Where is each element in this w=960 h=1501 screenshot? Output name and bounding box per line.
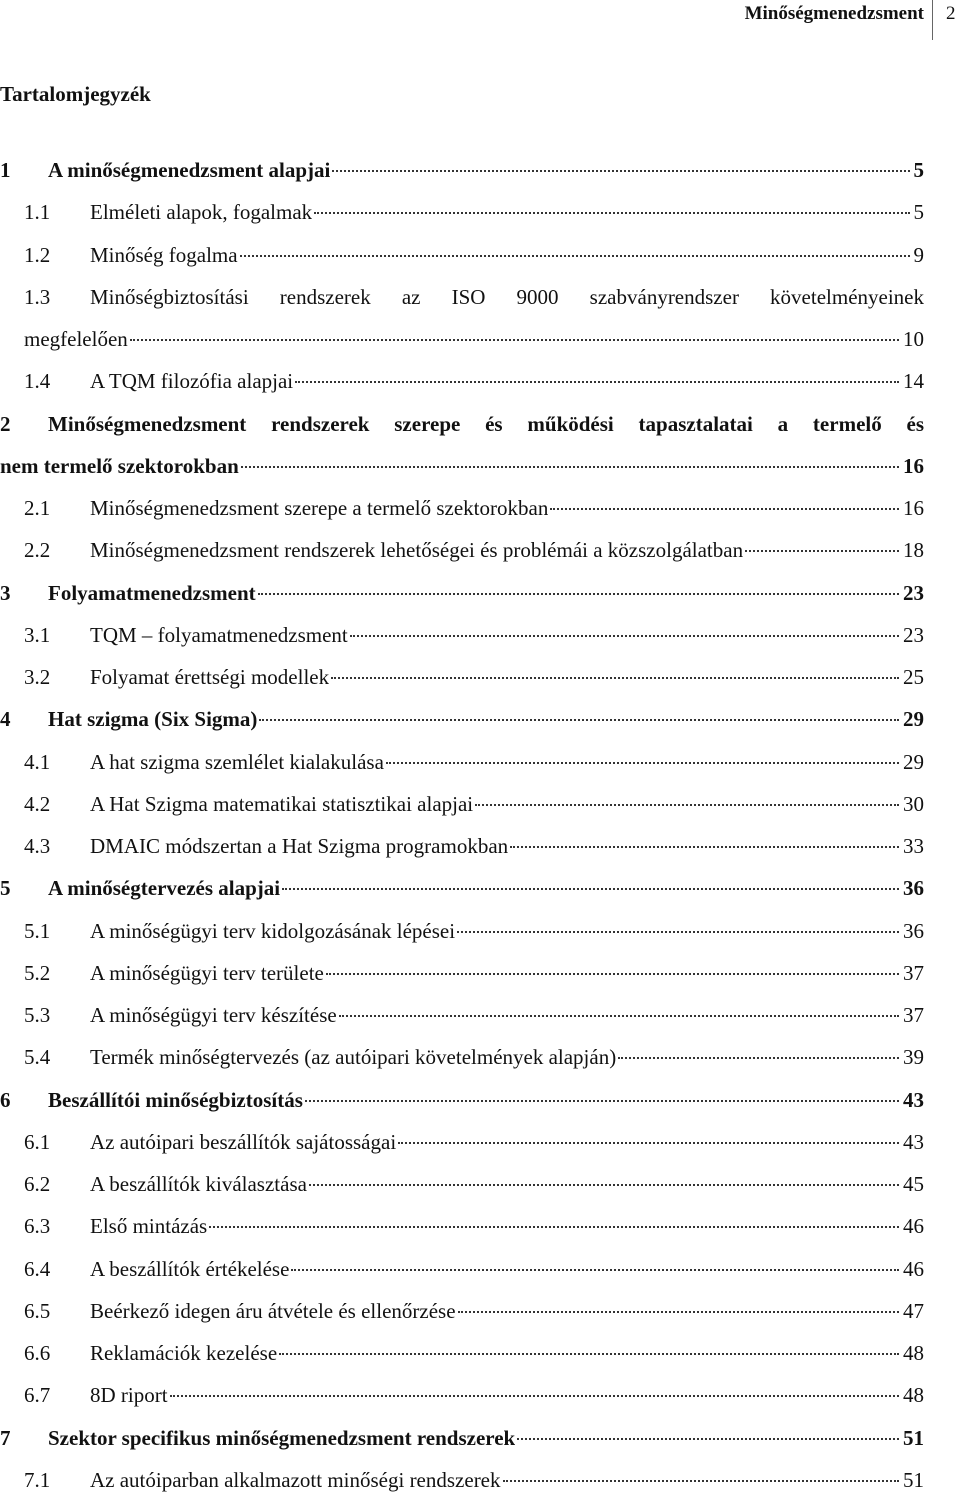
toc-entry-title: 8D riport (90, 1383, 168, 1407)
toc-entry-number: 2 (0, 412, 11, 436)
toc-entry-page: 36 (903, 876, 924, 900)
toc-entry-number: 4.3 (24, 834, 51, 858)
toc-entry-page: 51 (903, 1426, 924, 1450)
toc-entry-title: Elméleti alapok, fogalmak (90, 200, 313, 224)
dot-leader (510, 846, 899, 848)
toc-entry-title: A minőségügyi terv készítése (90, 1003, 337, 1027)
toc-entry-number: 4.2 (24, 792, 51, 816)
dot-leader (295, 381, 899, 383)
dot-leader (279, 1353, 899, 1355)
toc-entry-page: 10 (903, 327, 924, 351)
toc-entry-page: 16 (903, 454, 924, 478)
toc-entry-title: Folyamatmenedzsment (48, 581, 256, 605)
dot-leader (550, 508, 899, 510)
toc-entry-page: 14 (903, 369, 924, 393)
toc-entry-title: DMAIC módszertan a Hat Szigma programokban (90, 834, 509, 858)
toc-entry-number: 2.1 (24, 496, 51, 520)
toc-entry-title: Minőség fogalma (90, 243, 238, 267)
toc-entry-number: 6.7 (24, 1383, 51, 1407)
toc-entry-page: 36 (903, 919, 924, 943)
toc-entry-page: 5 (913, 200, 924, 224)
page-number: 2 (946, 3, 956, 24)
toc-entry-title: A TQM filozófia alapjai (90, 369, 294, 393)
page-header (0, 0, 960, 36)
dot-leader (331, 677, 899, 679)
toc-entry-number: 7 (0, 1426, 11, 1450)
toc-entry-number: 5.3 (24, 1003, 51, 1027)
dot-leader (241, 466, 899, 468)
dot-leader (339, 1015, 899, 1017)
toc-entry-title: Szektor specifikus minőségmenedzsment rendszerek (48, 1426, 516, 1450)
toc-entry-page: 23 (903, 623, 924, 647)
toc-entry-number: 6.3 (24, 1214, 51, 1238)
dot-leader (305, 1100, 899, 1102)
toc-entry-page: 18 (903, 538, 924, 562)
toc-entry-title: megfelelően (24, 327, 128, 351)
toc-entry-title: TQM – folyamatmenedzsment (90, 623, 348, 647)
dot-leader (475, 804, 899, 806)
toc-entry-title: Termék minőségtervezés (az autóipari követelmények alapján) (90, 1045, 617, 1069)
toc-entry-page: 43 (903, 1088, 924, 1112)
toc-entry-title: Minőségmenedzsment szerepe a termelő szektorokban (90, 496, 549, 520)
toc-entry-page: 48 (903, 1383, 924, 1407)
toc-entry-title: Hat szigma (Six Sigma) (48, 707, 258, 731)
toc-entry-number: 3.2 (24, 665, 51, 689)
toc-entry-number: 3.1 (24, 623, 51, 647)
toc-entry-title: Az autóipari beszállítók sajátosságai (90, 1130, 397, 1154)
toc-entry-page: 46 (903, 1257, 924, 1281)
toc-title: Tartalomjegyzék (0, 82, 151, 106)
toc-entry-page: 29 (903, 750, 924, 774)
toc-entry-title: A Hat Szigma matematikai statisztikai alapjai (90, 792, 474, 816)
toc-entry-page: 37 (903, 961, 924, 985)
toc-entry-title: A minőségtervezés alapjai (48, 876, 281, 900)
toc-entry-title: A minőségmenedzsment alapjai (48, 158, 331, 182)
toc-entry-page: 16 (903, 496, 924, 520)
toc-entry-title: Beérkező idegen áru átvétele és ellenőrzése (90, 1299, 456, 1323)
toc-entry-number: 5.2 (24, 961, 51, 985)
dot-leader (130, 339, 899, 341)
toc-entry-number: 1.4 (24, 369, 51, 393)
toc-entry-title: Folyamat érettségi modellek (90, 665, 330, 689)
dot-leader (398, 1142, 899, 1144)
dot-leader (282, 888, 899, 890)
toc-entry-page: 30 (903, 792, 924, 816)
dot-leader (332, 170, 909, 172)
dot-leader (259, 719, 899, 721)
dot-leader (618, 1057, 899, 1059)
toc-entry-title: Beszállítói minőségbiztosítás (48, 1088, 303, 1112)
dot-leader (258, 593, 899, 595)
dot-leader (240, 255, 910, 257)
toc-entry-title: A minőségügyi terv területe (90, 961, 324, 985)
toc-entry-number: 1.2 (24, 243, 51, 267)
toc-entry-page: 37 (903, 1003, 924, 1027)
toc-entry-title: Minőségmenedzsment rendszerek lehetőségei és problémái a közszolgálatban (90, 538, 744, 562)
toc-entry-title: A beszállítók értékelése (90, 1257, 290, 1281)
dot-leader (517, 1438, 899, 1440)
toc-entry-page: 9 (913, 243, 924, 267)
toc-entry-title: A beszállítók kiválasztása (90, 1172, 307, 1196)
toc-entry-number: 5 (0, 876, 11, 900)
toc-entry-title-line1: Minőségbiztosítási rendszerek az ISO 9000 szabványrendszer követelményeinek (90, 285, 924, 309)
dot-leader (745, 550, 899, 552)
dot-leader (386, 762, 899, 764)
toc-entry-number: 5.1 (24, 919, 51, 943)
dot-leader (170, 1395, 899, 1397)
toc-entry-title: Az autóiparban alkalmazott minőségi rendszerek (90, 1468, 501, 1492)
toc-entry-page: 51 (903, 1468, 924, 1492)
toc-entry-page: 46 (903, 1214, 924, 1238)
dot-leader (309, 1184, 899, 1186)
toc-entry-number: 6.6 (24, 1341, 51, 1365)
toc-entry-page: 47 (903, 1299, 924, 1323)
toc-entry-number: 6.2 (24, 1172, 51, 1196)
toc-entry-page: 23 (903, 581, 924, 605)
toc-entry-title: Első mintázás (90, 1214, 208, 1238)
toc-entry-number: 1.3 (24, 285, 51, 309)
toc-entry-number: 6.4 (24, 1257, 51, 1281)
toc-entry-page: 29 (903, 707, 924, 731)
toc-entry-title: Reklamációk kezelése (90, 1341, 278, 1365)
toc-entry-number: 4 (0, 707, 11, 731)
dot-leader (457, 931, 899, 933)
toc-entry-page: 25 (903, 665, 924, 689)
dot-leader (350, 635, 899, 637)
toc-entry-number: 1 (0, 158, 11, 182)
toc-entry-page: 45 (903, 1172, 924, 1196)
toc-entry-number: 1.1 (24, 200, 51, 224)
toc-entry-title-line1: Minőségmenedzsment rendszerek szerepe és működési tapasztalatai a termelő és (48, 412, 924, 436)
toc-entry-number: 7.1 (24, 1468, 51, 1492)
toc-entry-title: A minőségügyi terv kidolgozásának lépései (90, 919, 456, 943)
toc-entry-number: 4.1 (24, 750, 51, 774)
toc-entry-number: 6.5 (24, 1299, 51, 1323)
toc-entry-number: 6.1 (24, 1130, 51, 1154)
toc-entry-page: 43 (903, 1130, 924, 1154)
toc-entry-page: 39 (903, 1045, 924, 1069)
dot-leader (209, 1226, 899, 1228)
dot-leader (458, 1311, 899, 1313)
dot-leader (503, 1480, 899, 1482)
toc-entry-number: 5.4 (24, 1045, 51, 1069)
header-divider (932, 0, 933, 40)
dot-leader (326, 973, 899, 975)
toc-entry-title: A hat szigma szemlélet kialakulása (90, 750, 384, 774)
toc-entry-number: 3 (0, 581, 11, 605)
toc-entry-number: 2.2 (24, 538, 51, 562)
toc-entry-title: nem termelő szektorokban (0, 454, 239, 478)
toc-entry-number: 6 (0, 1088, 11, 1112)
toc-entry-page: 33 (903, 834, 924, 858)
toc-entry-page: 5 (913, 158, 924, 182)
running-header-title: Minőségmenedzsment (744, 3, 924, 24)
toc-entry-page: 48 (903, 1341, 924, 1365)
dot-leader (314, 212, 909, 214)
dot-leader (291, 1269, 899, 1271)
